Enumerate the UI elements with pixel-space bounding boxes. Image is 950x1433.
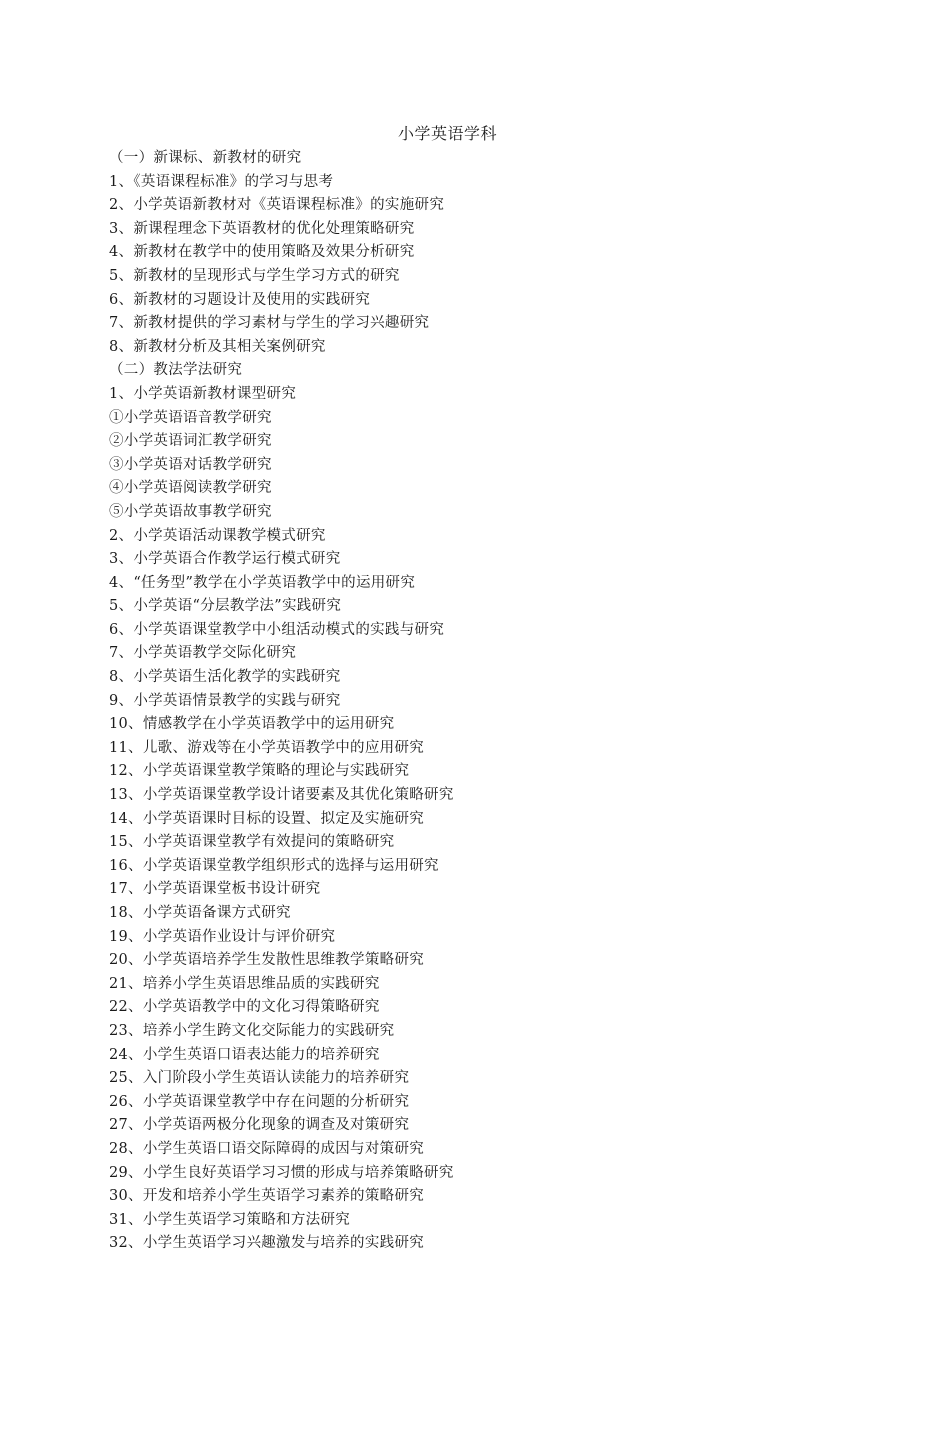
document-line: 3、小学英语合作教学运行模式研究 [109, 551, 341, 568]
document-line: 9、小学英语情景教学的实践与研究 [109, 692, 341, 709]
document-line: ③小学英语对话教学研究 [109, 456, 272, 473]
document-line: 6、小学英语课堂教学中小组活动模式的实践与研究 [109, 621, 445, 638]
document-line: 3、新课程理念下英语教材的优化处理策略研究 [109, 220, 415, 237]
document-line: ④小学英语阅读教学研究 [109, 480, 272, 497]
document-line: ②小学英语词汇教学研究 [109, 433, 272, 450]
document-line: 28、小学生英语口语交际障碍的成因与对策研究 [109, 1140, 425, 1157]
document-line: 8、新教材分析及其相关案例研究 [109, 338, 326, 355]
document-line: 32、小学生英语学习兴趣激发与培养的实践研究 [109, 1235, 425, 1252]
document-line: ①小学英语语音教学研究 [109, 409, 272, 426]
document-line: 10、情感教学在小学英语教学中的运用研究 [109, 716, 395, 733]
document-line: 5、新教材的呈现形式与学生学习方式的研究 [109, 267, 400, 284]
document-line: 7、小学英语教学交际化研究 [109, 645, 297, 662]
document-line: 27、小学英语两极分化现象的调查及对策研究 [109, 1117, 410, 1134]
document-line: 25、入门阶段小学生英语认读能力的培养研究 [109, 1070, 410, 1087]
document-line: 20、小学英语培养学生发散性思维教学策略研究 [109, 952, 425, 969]
document-line: 31、小学生英语学习策略和方法研究 [109, 1211, 351, 1228]
document-line: 5、小学英语“分层教学法”实践研究 [109, 598, 342, 615]
document-line: 2、小学英语新教材对《英语课程标准》的实施研究 [109, 197, 445, 214]
document-line: 17、小学英语课堂板书设计研究 [109, 881, 321, 898]
document-line: 24、小学生英语口语表达能力的培养研究 [109, 1046, 380, 1063]
document-line: 4、“任务型”教学在小学英语教学中的运用研究 [109, 574, 416, 591]
document-line: 21、培养小学生英语思维品质的实践研究 [109, 975, 380, 992]
document-line: 6、新教材的习题设计及使用的实践研究 [109, 291, 371, 308]
document-line: 1、《英语课程标准》的学习与思考 [109, 173, 334, 190]
document-line: ⑤小学英语故事教学研究 [109, 503, 272, 520]
document-line: 1、小学英语新教材课型研究 [109, 385, 297, 402]
document-line: （一）新课标、新教材的研究 [109, 150, 302, 166]
document-line: 15、小学英语课堂教学有效提问的策略研究 [109, 834, 395, 851]
document-line: 11、儿歌、游戏等在小学英语教学中的应用研究 [109, 739, 425, 756]
document-line: 26、小学英语课堂教学中存在问题的分析研究 [109, 1093, 410, 1110]
document-line: 23、培养小学生跨文化交际能力的实践研究 [109, 1022, 395, 1039]
document-line: 16、小学英语课堂教学组织形式的选择与运用研究 [109, 857, 439, 874]
document-line: 14、小学英语课时目标的设置、拟定及实施研究 [109, 810, 425, 827]
document-line: 7、新教材提供的学习素材与学生的学习兴趣研究 [109, 315, 430, 332]
document-title: 小学英语学科 [397, 124, 497, 143]
document-line: 22、小学英语教学中的文化习得策略研究 [109, 999, 380, 1016]
document-line: 29、小学生良好英语学习习惯的形成与培养策略研究 [109, 1164, 454, 1181]
document-line: 18、小学英语备课方式研究 [109, 905, 291, 921]
document-body [109, 147, 454, 1256]
document-line: 8、小学英语生活化教学的实践研究 [109, 669, 341, 686]
document-line: 19、小学英语作业设计与评价研究 [109, 928, 336, 945]
document-line: 12、小学英语课堂教学策略的理论与实践研究 [109, 763, 410, 780]
document-line: 30、开发和培养小学生英语学习素养的策略研究 [109, 1188, 425, 1205]
document-line: 4、新教材在教学中的使用策略及效果分析研究 [109, 244, 415, 261]
document-line: 13、小学英语课堂教学设计诸要素及其优化策略研究 [109, 787, 454, 804]
document-line: 2、小学英语活动课教学模式研究 [109, 527, 326, 544]
document-line: （二）教法学法研究 [109, 362, 243, 379]
